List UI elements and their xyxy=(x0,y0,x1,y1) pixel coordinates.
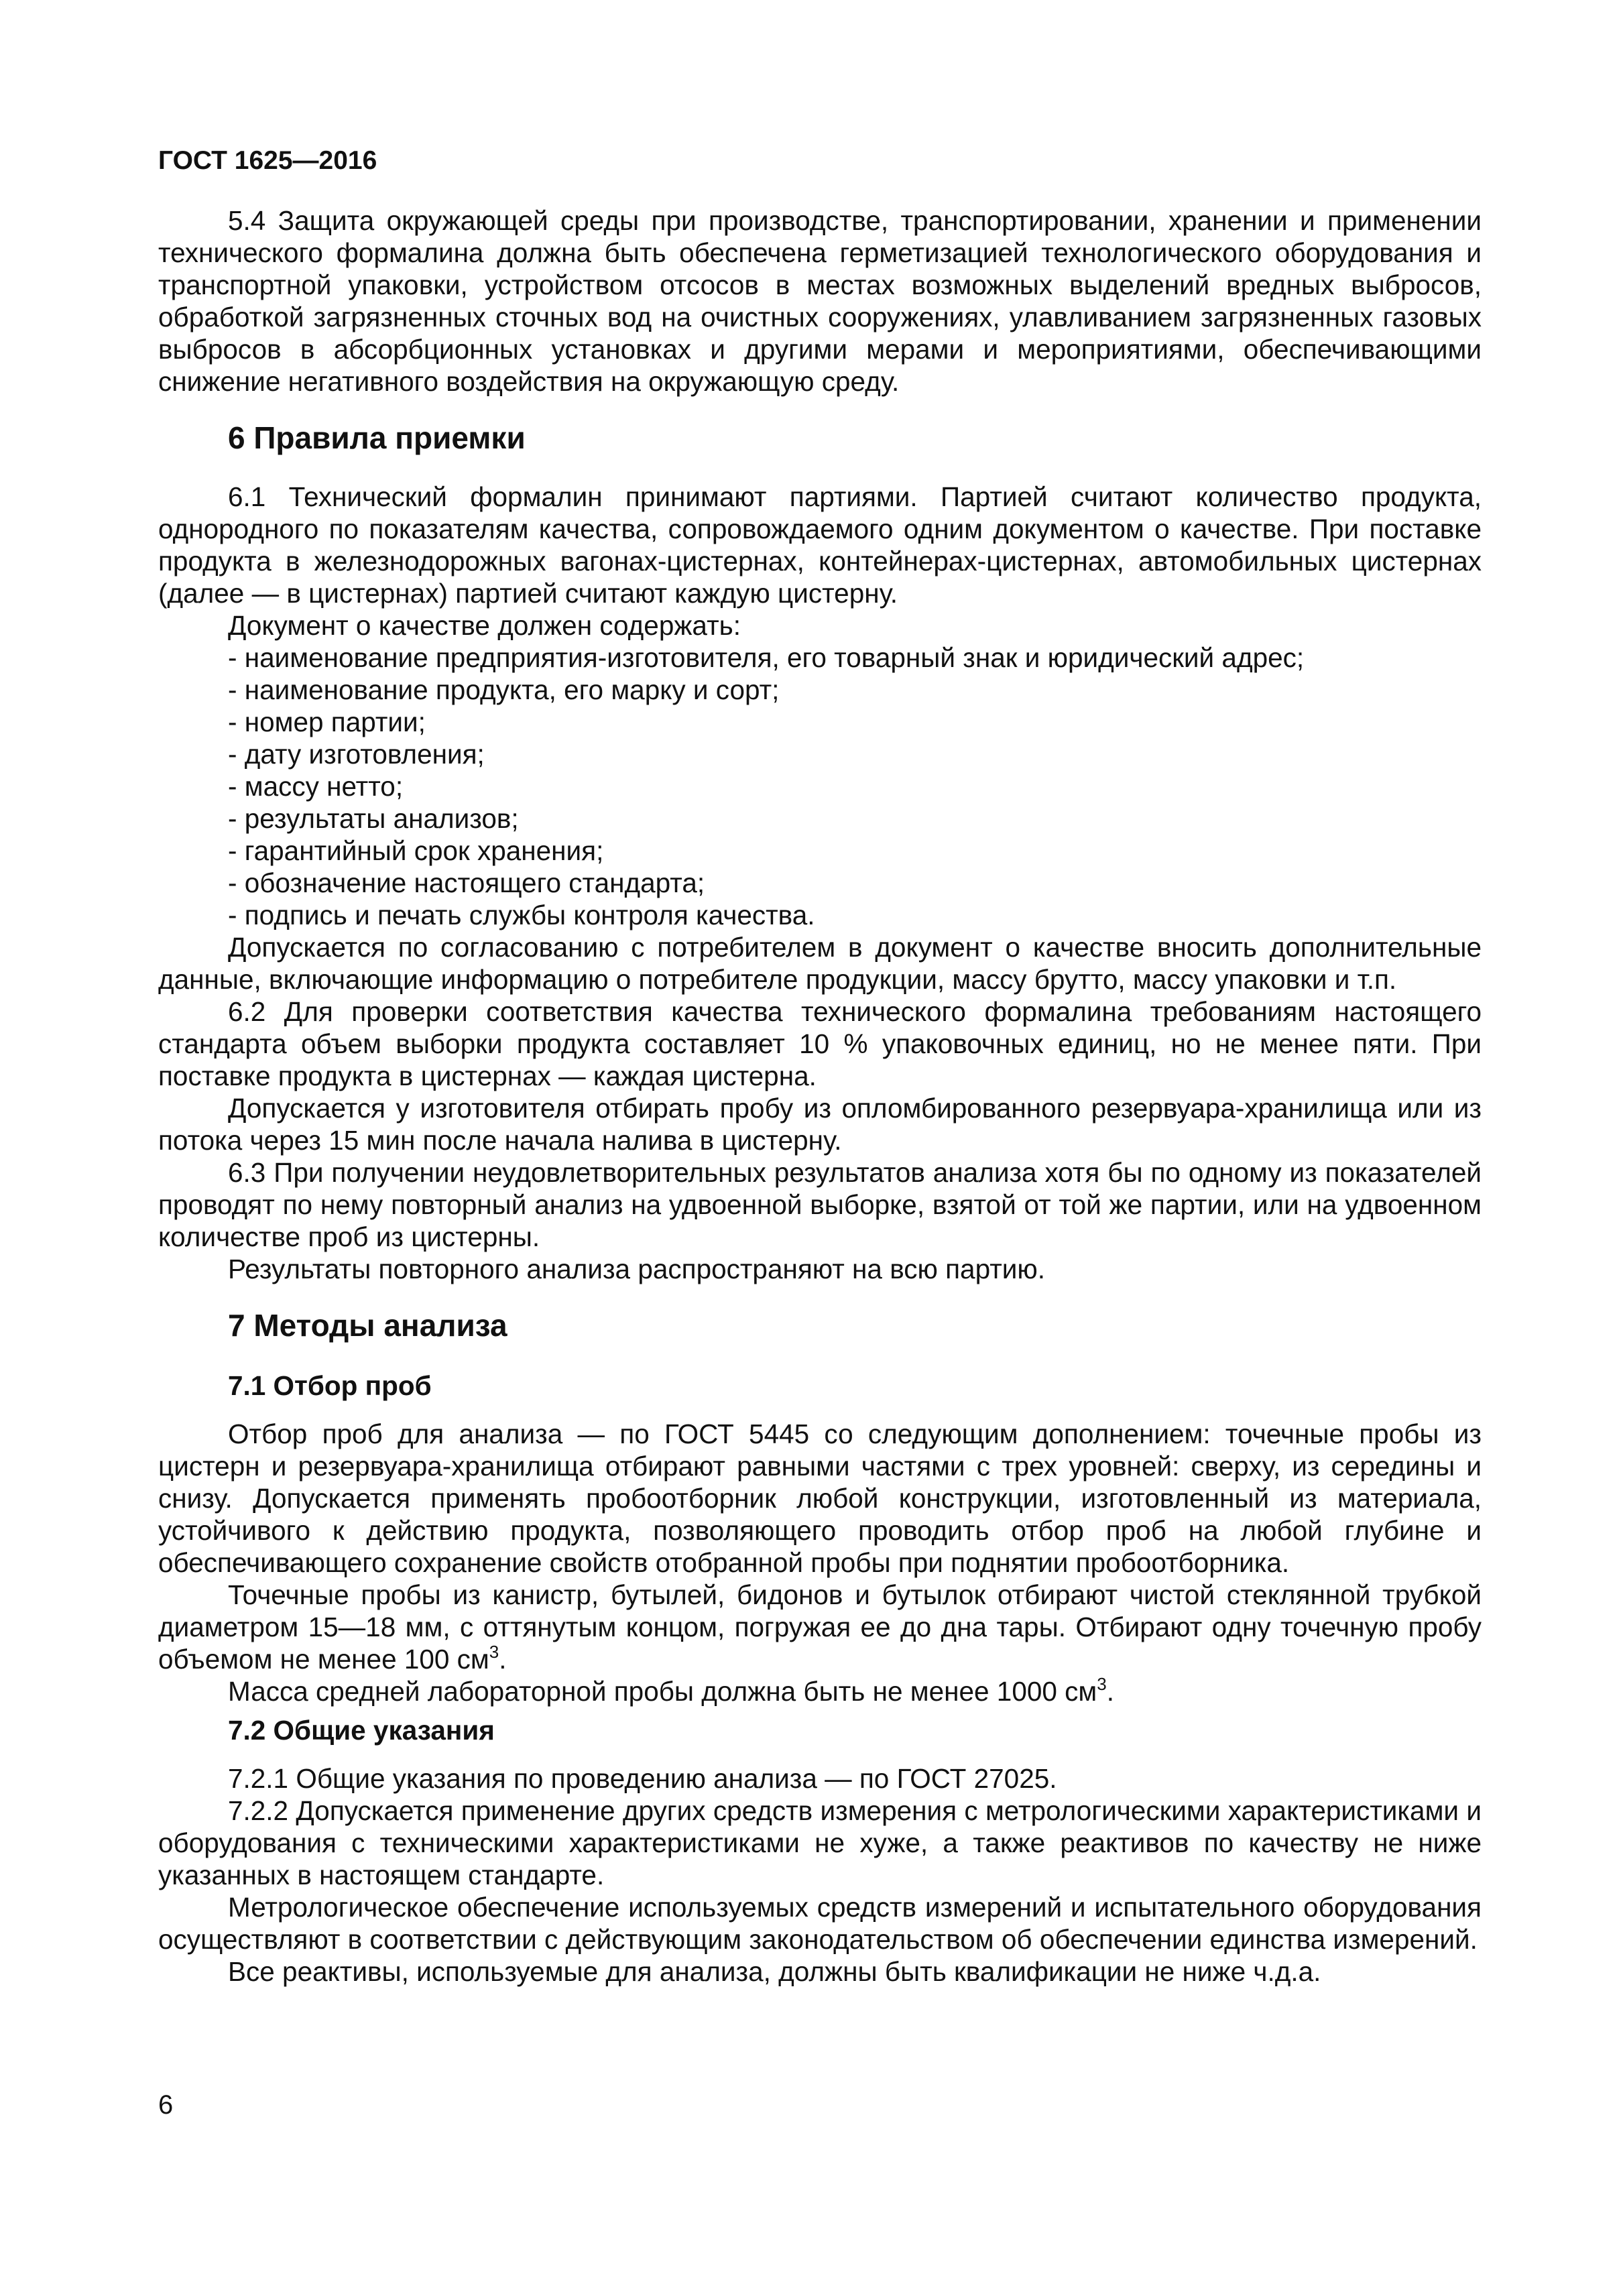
clause-7-1-sampling: Отбор проб для анализа — по ГОСТ 5445 со следующим дополнением: точечные пробы из цистерн и резервуара-хранилища отбирают равными частями с трех уровней: сверху, из середины и снизу. Допускается применять пробоотборник любой конструкции, изготовленный из материала, устойчивого к действию продукта, позволяющего проводить отбор проб на любой глубине и обеспечивающего сохранение свойств отобранной пробы при поднятии пробоотборника. xyxy=(158,1418,1482,1578)
list-item: - результаты анализов; xyxy=(228,802,1482,835)
list-item: - дату изготовления; xyxy=(228,738,1482,770)
list-item: - подпись и печать службы контроля качества. xyxy=(228,899,1482,931)
clause-6-1: 6.1 Технический формалин принимают партиями. Партией считают количество продукта, однородного по показателям качества, сопровождаемого одним документом о качестве. При поставке продукта в железнодорожных вагонах-цистернах, контейнерах-цистернах, автомобильных цистернах (далее — в цистернах) партией считают каждую цистерну. xyxy=(158,481,1482,609)
list-item: - наименование предприятия-изготовителя, его товарный знак и юридический адрес; xyxy=(228,642,1482,674)
section-6-title: 6 Правила приемки xyxy=(228,420,526,455)
subsection-7-1-title: 7.1 Отбор проб xyxy=(228,1370,432,1401)
additional-data-paragraph: Допускается по согласованию с потребителем в документ о качестве вносить дополнительные данные, включающие информацию о потребителе продукции, массу брутто, массу упаковки и т.п. xyxy=(158,932,1482,995)
clause-5-4: 5.4 Защита окружающей среды при производстве, транспортировании, хранении и применении технического формалина должна быть обеспечена герметизацией технологического оборудования и транспортной упаковки, устройством отсосов в местах возможных выделений вредных выбросов, обработкой загрязненных сточных вод на очистных сооружениях, улавливанием загрязненных газовых выбросов в абсорбционных установках и другими мерами и мероприятиями, обеспечивающими снижение негативного воздействия на окружающую среду. xyxy=(158,205,1482,397)
clause-6-3-note: Результаты повторного анализа распространяют на всю партию. xyxy=(228,1254,1046,1284)
clause-7-1-sample-mass: Масса средней лабораторной пробы должна быть не менее 1000 $см^3$. xyxy=(228,1674,1114,1707)
list-item: - массу нетто; xyxy=(228,770,1482,802)
clause-7-2-reagents: Все реактивы, используемые для анализа, должны быть квалификации не ниже ч.д.а. xyxy=(228,1956,1321,1987)
section-7-title: 7 Методы анализа xyxy=(228,1308,507,1343)
superscript: 3 xyxy=(489,1642,499,1662)
clause-7-1-point-samples: Точечные пробы из канистр, бутылей, бидонов и бутылок отбирают чистой стеклянной трубкой диаметром 15—18 мм, с оттянутым концом, погружая ее до дна тары. Отбирают одну точечную пробу объемом не менее 100 $см^3$. xyxy=(158,1579,1482,1675)
superscript: 3 xyxy=(1097,1674,1107,1694)
document-code: ГОСТ 1625—2016 xyxy=(158,146,377,175)
page-content xyxy=(158,144,1482,1988)
clause-6-2: 6.2 Для проверки соответствия качества технического формалина требованиям настоящего стандарта объем выборки продукта составляет 10 % упаковочных единиц, но не менее пяти. При поставке продукта в цистернах — каждая цистерна. xyxy=(158,996,1482,1091)
subsection-7-2-title: 7.2 Общие указания xyxy=(228,1715,495,1746)
list-item: - гарантийный срок хранения; xyxy=(228,835,1482,867)
list-item: - номер партии; xyxy=(228,706,1482,738)
clause-7-2-metrology: Метрологическое обеспечение используемых средств измерений и испытательного оборудования осуществляют в соответствии с действующим законодательством об обеспечении единства измерений. xyxy=(158,1892,1482,1955)
list-item: - обозначение настоящего стандарта; xyxy=(228,867,1482,899)
clause-6-2-note: Допускается у изготовителя отбирать пробу из опломбированного резервуара-хранилища или из потока через 15 мин после начала налива в цистерну. xyxy=(158,1093,1482,1156)
clause-7-2-1: 7.2.1 Общие указания по проведению анализа — по ГОСТ 27025. xyxy=(228,1763,1057,1794)
clause-7-2-2: 7.2.2 Допускается применение других средств измерения с метрологическими характеристиками и оборудования с техническими характеристиками не хуже, а также реактивов по качеству не ниже указанных в настоящем стандарте. xyxy=(158,1795,1482,1890)
document-contents-intro: Документ о качестве должен содержать: xyxy=(228,610,741,641)
list-item: - наименование продукта, его марку и сорт; xyxy=(228,674,1482,706)
document-contents-list xyxy=(158,642,1482,931)
clause-6-3: 6.3 При получении неудовлетворительных результатов анализа хотя бы по одному из показателей проводят по нему повторный анализ на удвоенной выборке, взятой от той же партии, или на удвоенном количестве проб из цистерны. xyxy=(158,1157,1482,1252)
page-number: 6 xyxy=(158,2090,174,2120)
